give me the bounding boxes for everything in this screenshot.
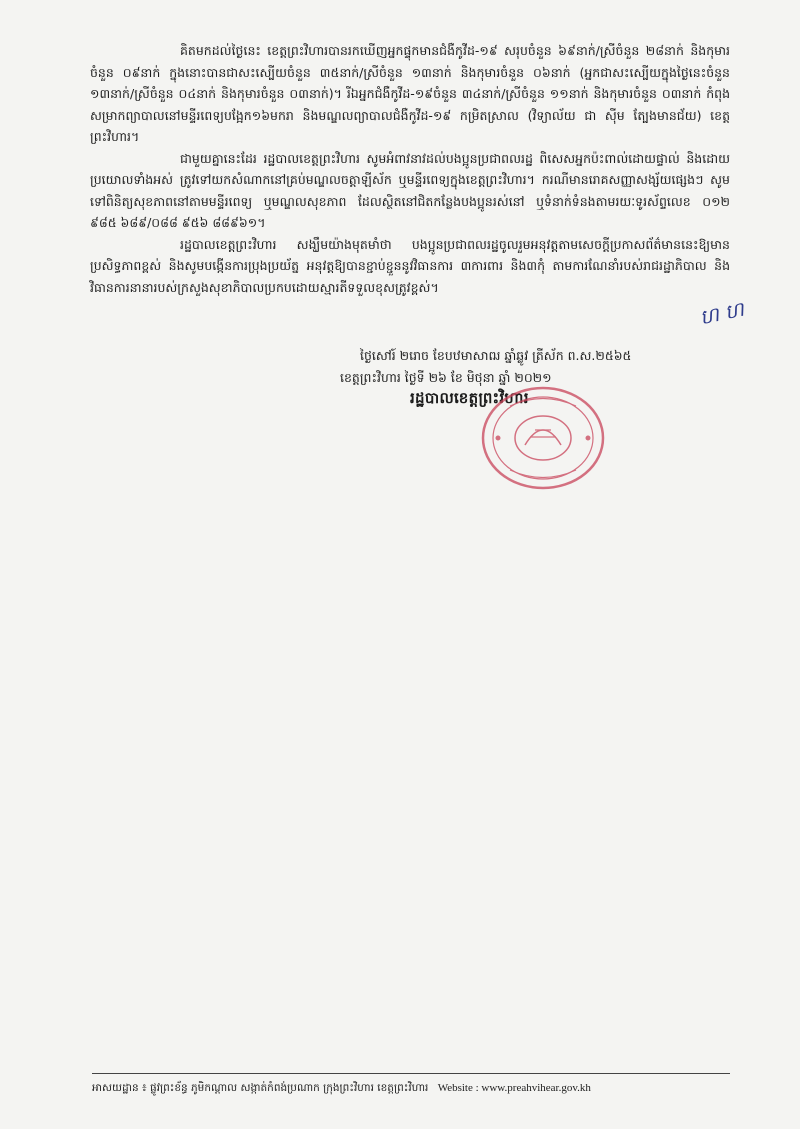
date-lunar: ថ្ងៃសៅរ៍ ២រោច ខែបឋមាសាឍ ឆ្នាំឆ្លូវ ត្រីស័ក ព.ស.២៥៦៥: [360, 348, 632, 363]
date-solar: ខេត្តព្រះវិហារ ថ្ងៃទី ២៦ ខែ មិថុនា ឆ្នាំ ២០២១: [340, 369, 552, 385]
issuing-office: រដ្ឋបាលខេត្តព្រះវិហារ: [410, 389, 529, 407]
handwritten-annotation: ហ ហ: [697, 296, 747, 330]
paragraph-appeal: ជាមួយគ្នានេះដែរ រដ្ឋបាលខេត្តព្រះវិហារ សូមអំពាវនាវដល់បងប្អូនប្រជាពលរដ្ឋ ពិសេសអ្នកប៉ះពាល់ដោយផ្ទាល់ និងដោយប្រយោលទាំងអស់ ត្រូវទៅយកសំណាកនៅគ្រប់មណ្ឌលចត្តាឡីស័ក ឬមន្ទីរពេទ្យក្នុងខេត្តព្រះវិហារ។ ករណីមានរោគសញ្ញាសង្ស័យផ្សេងៗ សូមទៅពិនិត្យសុខភាពនៅតាមមន្ទីរពេទ្យ ឬមណ្ឌលសុខភាព ដែលស្ថិតនៅជិតកន្លែងបងប្អូនរស់នៅ ឬទំនាក់ទំនងតាមរយៈទូរស័ព្ទលេខ ០១២ ៩៨៥ ៦៨៩/០៨៨ ៩៥៦ ៨៨៩៦១។: [90, 150, 730, 230]
footer-website: Website : www.preahvihear.gov.kh: [437, 1082, 591, 1094]
official-seal-stamp: [480, 385, 606, 491]
paragraph-measures: រដ្ឋបាលខេត្តព្រះវិហារ សង្ឃឹមយ៉ាងមុតមាំថា បងប្អូនប្រជាពលរដ្ឋចូលរួមអនុវត្តតាមសេចក្តីប្រកាសព័ត៌មាននេះឱ្យមានប្រសិទ្ធភាពខ្ពស់ និងសូមបង្កើនការប្រុងប្រយ័ត្ន អនុវត្តឱ្យបានខ្ជាប់ខ្ជួននូវវិធានការ ៣ការពារ និង៣កុំ តាមការណែនាំរបស់រាជរដ្ឋាភិបាល និងវិធានការនានារបស់ក្រសួងសុខាភិបាលប្រកបដោយស្មារតីទទួលខុសត្រូវខ្ពស់។: [90, 236, 730, 295]
footer-address: អាសយដ្ឋាន ៖ ផ្លូវព្រះខ័ន្ធ ភូមិកណ្តាល សង្កាត់កំពង់ប្រណាក ក្រុងព្រះវិហារ ខេត្តព្រះវិហារ: [92, 1082, 429, 1094]
footer-divider: [92, 1073, 730, 1074]
body-text: [90, 40, 730, 298]
footer: [92, 1082, 732, 1097]
paragraph-case-summary: គិតមកដល់ថ្ងៃនេះ ខេត្តព្រះវិហារបានរកឃើញអ្នកផ្ទុកមានជំងឺកូវីដ-១៩ សរុបចំនួន ៦៩នាក់/ស្រីចំនួន ២៨នាក់ និងកុមារចំនួន ០៩នាក់ ក្នុងនោះបានជាសះស្បើយចំនួន ៣៥នាក់/ស្រីចំនួន ១៣នាក់ និងកុមារចំនួន ០៦នាក់ (អ្នកជាសះស្បើយក្នុងថ្ងៃនេះចំនួន ១៣នាក់/ស្រីចំនួន ០៤នាក់ និងកុមារចំនួន ០៣នាក់)។ រីឯអ្នកជំងឺកូវីដ-១៩ចំនួន ៣៤នាក់/ស្រីចំនួន ១១នាក់ និងកុមារចំនួន ០៣នាក់ កំពុងសម្រាកព្យាបាលនៅមន្ទីរពេទ្យបង្អែក១៦មករា និងមណ្ឌលព្យាបាលជំងឺកូវីដ-១៩ កម្រិតស្រាល (វិទ្យាល័យ ជា ស៊ីម ត្បែងមានជ័យ) ខេត្តព្រះវិហារ។: [90, 43, 730, 144]
